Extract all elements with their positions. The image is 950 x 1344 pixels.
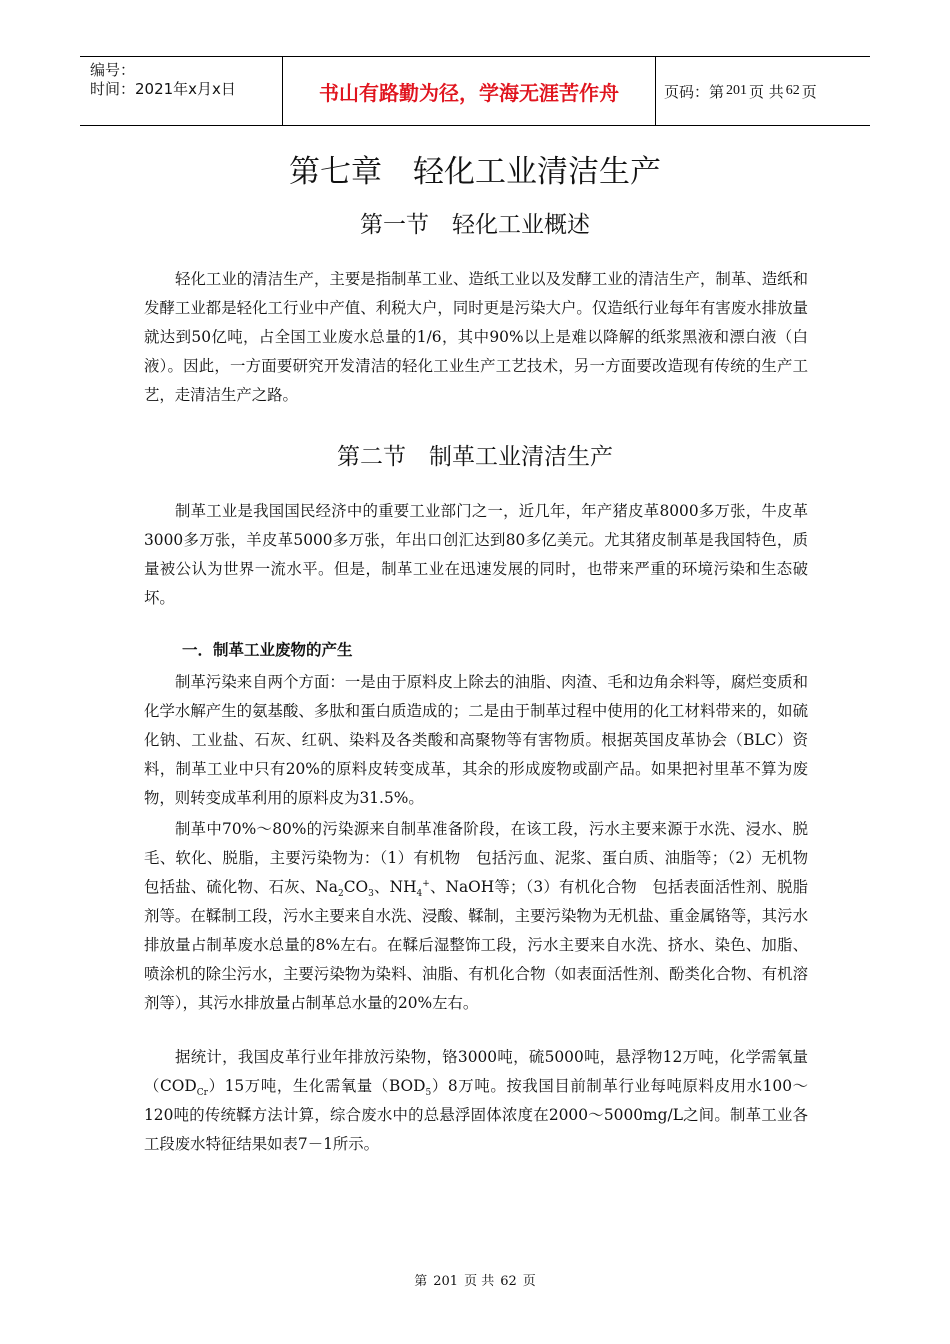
paragraph-2: 制革工业是我国国民经济中的重要工业部门之一，近几年，年产猪皮革8000多万张，牛皮革3000多万张，羊皮革5000多万张，年出口创汇达到80多亿美元。尤其猪皮制革是我国特色，质量被公认为世界一流水平。但是，制革工业在迅速发展的同时，也带来严重的环境污染和生态破坏。 <box>144 502 808 607</box>
section-2-title: 第二节 制革工业清洁生产 <box>337 444 613 470</box>
paragraph-4-text-b: CO <box>343 878 369 896</box>
header-page-info <box>654 57 870 125</box>
subscript: 5 <box>425 1088 432 1099</box>
paragraph-4-text-d: 、NaOH等；（3）有机化合物 包括表面活性剂、脱脂剂等。在鞣制工段，污水主要来自水洗、浸酸、鞣制，主要污染物为无机盐、重金属铬等，其污水排放量占制革废水总量的8%左右。在鞣后湿整饰工段，污水主要来自水洗、挤水、染色、加脂、喷涂机的除尘污水，主要污染物为染料、油脂、有机化合物（如表面活性剂、酚类化合物、有机溶剂等），其污水排放量占制革总水量的20%左右。 <box>144 878 808 1012</box>
paragraph-3: 制革污染来自两个方面：一是由于原料皮上除去的油脂、肉渣、毛和边角余料等，腐烂变质和化学水解产生的氨基酸、多肽和蛋白质造成的；二是由于制革过程中使用的化工材料带来的，如硫化钠、工业盐、石灰、红矾、染料及各类酸和高聚物等有害物质。根据英国皮革协会（BLC）资料，制革工业中只有20%的原料皮转变成革，其余的形成废物或副产品。如果把衬里革不算为废物，则转变成革利用的原料皮为31.5%。 <box>144 673 808 807</box>
paragraph-5-text-c: ）8万吨。按我国目前制革行业每吨原料皮用水100～120吨的传统鞣方法计算，综合废水中的总悬浮固体浓度在2000～5000mg/L之间。制革工业各工段废水特征结果如表7－1所示。 <box>144 1077 809 1153</box>
paragraph-4-text-a: 制革中70%～80%的污染源来自制革准备阶段，在该工段，污水主要来源于水洗、浸水、脱毛、软化、脱脂，主要污染物为：（1）有机物 包括污血、泥浆、蛋白质、油脂等；（2）无机物 包括盐、硫化物、石灰、Na <box>144 820 824 896</box>
subheading-1: 一．制革工业废物的产生 <box>182 641 353 659</box>
section-1-title: 第一节 轻化工业概述 <box>360 212 590 238</box>
paragraph-4-text-c: 、NH <box>373 878 417 896</box>
footer-prefix: 第 <box>414 1274 428 1289</box>
header-meta <box>80 57 282 125</box>
page-suffix: 页 <box>801 82 817 101</box>
footer-suffix: 页 <box>522 1274 536 1289</box>
paragraph-5-text-a: 据统计，我国皮革行业年排放污染物，铬3000吨，硫5000吨，悬浮物12万吨，化学需氧量（COD <box>144 1048 808 1095</box>
paragraph-1: 轻化工业的清洁生产，主要是指制革工业、造纸工业以及发酵工业的清洁生产，制革、造纸和发酵工业都是轻化工行业中产值、利税大户，同时更是污染大户。仅造纸行业每年有害废水排放量就达到50亿吨，占全国工业废水总量的1/6，其中90%以上是难以降解的纸浆黑液和漂白液（白液）。因此，一方面要研究开发清洁的轻化工业生产工艺技术，另一方面要改造现有传统的生产工艺，走清洁生产之路。 <box>144 270 808 404</box>
page-header <box>80 56 870 126</box>
subscript: 3 <box>368 889 374 900</box>
chapter-title: 第七章 轻化工业清洁生产 <box>289 154 661 190</box>
paragraph-5-text-b: ）15万吨，生化需氧量（BOD <box>207 1077 426 1095</box>
superscript: + <box>422 878 430 889</box>
footer-mid: 页 共 <box>464 1274 495 1289</box>
paragraph-4 <box>144 815 824 1018</box>
page-footer <box>0 1270 950 1289</box>
code-label: 编号： <box>90 61 136 79</box>
subscript: Cr <box>196 1088 208 1099</box>
footer-page-number: 201 <box>433 1274 459 1289</box>
page-total: 62 <box>785 83 800 98</box>
subscript: 4 <box>416 889 423 900</box>
page-number: 201 <box>726 83 748 98</box>
date-label: 时间：2021年x月x日 <box>90 80 236 98</box>
paragraph-5 <box>144 1043 808 1159</box>
header-motto: 书山有路勤为径，学海无涯苦作舟 <box>282 57 656 125</box>
footer-total: 62 <box>500 1274 517 1289</box>
page-mid: 页 共 <box>749 82 784 101</box>
subscript: 2 <box>337 889 344 900</box>
page-prefix: 页码：第 <box>664 82 725 101</box>
